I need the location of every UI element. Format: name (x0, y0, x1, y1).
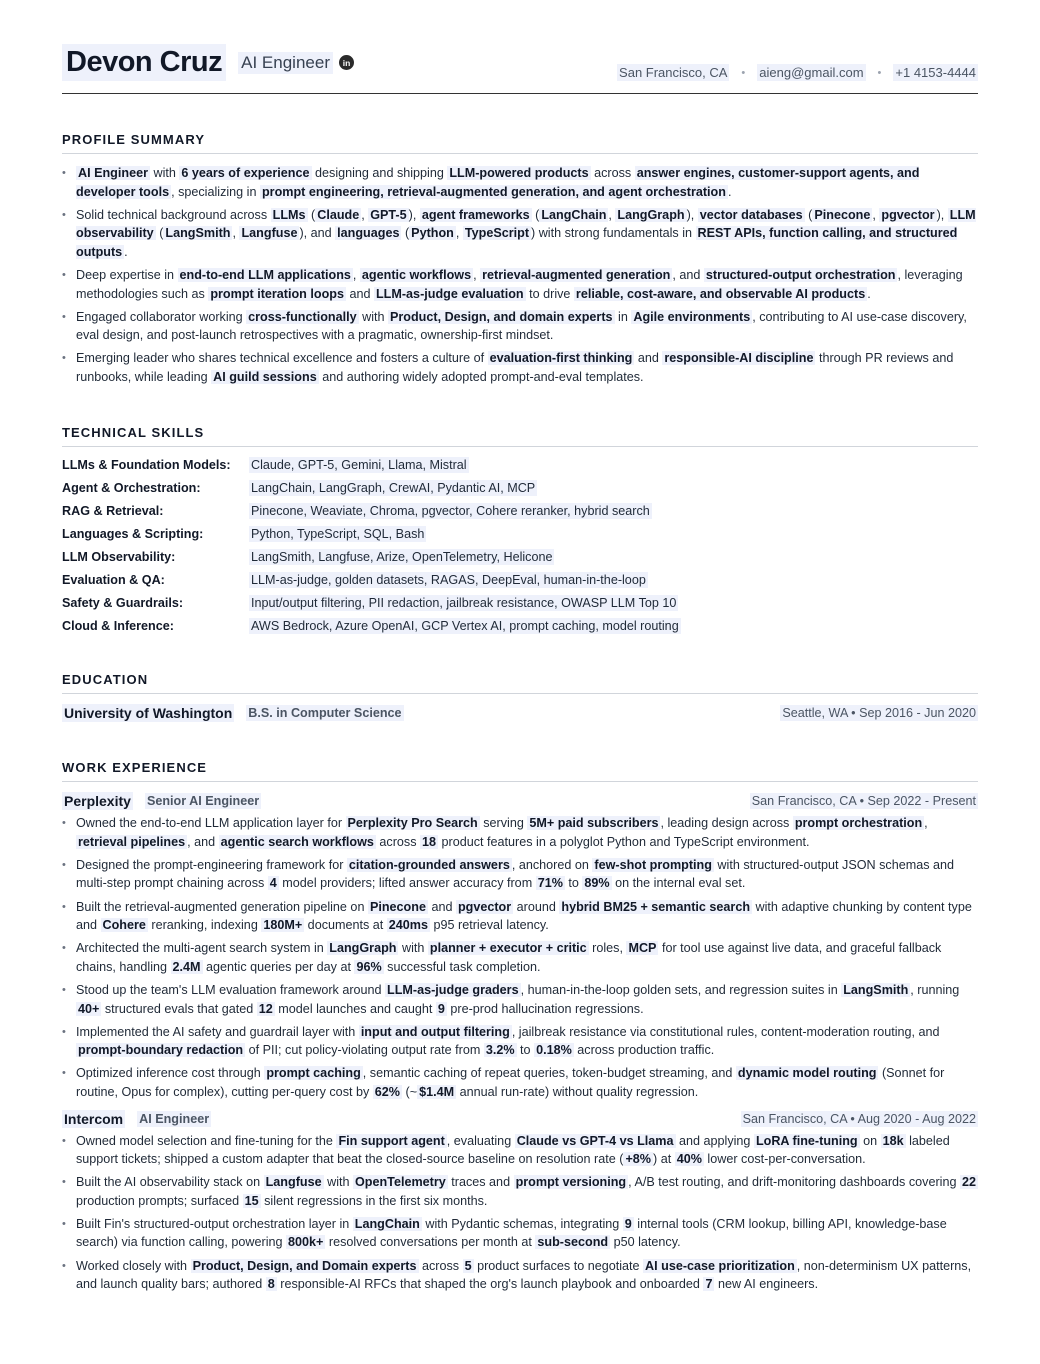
bullet-text: Deep expertise in (76, 267, 178, 282)
degree: B.S. in Computer Science (248, 706, 402, 721)
contact-separator: • (741, 66, 746, 79)
bullet-text: annual run-rate) without quality regression. (456, 1084, 699, 1099)
bullet-text: with Pydantic schemas, integrating (421, 1216, 623, 1231)
highlight-text: LangChain (354, 1216, 420, 1231)
bullet-text: , (872, 207, 880, 222)
bullet-item (62, 814, 978, 851)
bullet-text: across (418, 1258, 463, 1273)
highlight-text: Perplexity Pro Search (347, 816, 478, 831)
bullet-item (62, 1064, 978, 1101)
highlight-text: MCP (628, 941, 657, 956)
jobs-list (62, 792, 978, 1294)
school-name: University of Washington (64, 705, 233, 722)
highlight-text: prompt caching (266, 1066, 361, 1081)
highlight-text: citation-grounded answers (348, 857, 510, 872)
highlight-text: Langfuse (241, 226, 298, 241)
bullet-text: with (398, 941, 428, 956)
bullet-text: ), and (299, 226, 336, 241)
bullet-text: , (455, 226, 463, 241)
education-entry (62, 704, 978, 722)
bullet-item (62, 1023, 978, 1060)
skill-label: RAG & Retrieval: (62, 503, 164, 518)
bullet-text: ) at (653, 1152, 675, 1167)
job-entry (62, 1110, 978, 1294)
highlight-text: $1.4M (419, 1084, 455, 1099)
bullet-text: . (727, 184, 732, 199)
role-wrap (238, 52, 354, 74)
bullet-text: ( (531, 207, 540, 222)
skill-label: LLM Observability: (62, 549, 176, 564)
highlight-text: prompt orchestration (794, 816, 923, 831)
bullet-text: , leading design across (660, 816, 793, 831)
bullet-text: product surfaces to negotiate (473, 1258, 644, 1273)
bullet-text: new AI engineers. (714, 1277, 819, 1292)
highlight-text: Pinecone (369, 899, 426, 914)
highlight-text: prompt versioning (515, 1175, 627, 1190)
bullet-text: Engaged collaborator working (76, 309, 247, 324)
skill-label: Agent & Orchestration: (62, 480, 201, 495)
candidate-role: AI Engineer (238, 52, 333, 74)
company-name: Intercom (64, 1110, 124, 1127)
bullet-item (62, 1173, 978, 1210)
highlight-text: planner + executor + critic (429, 941, 587, 956)
bullet-item (62, 1257, 978, 1294)
highlight-text: LLM-as-judge graders (387, 982, 519, 997)
highlight-text: end-to-end LLM applications (179, 267, 351, 282)
bullet-text: lower cost-per-conversation. (703, 1152, 866, 1167)
highlight-text: agent frameworks (421, 207, 530, 222)
highlight-text: Claude (317, 207, 360, 222)
highlight-text: LLM-as-judge evaluation (375, 286, 524, 301)
highlight-text: prompt engineering, retrieval-augmented generation, and agent orchestration (261, 184, 726, 199)
highlight-text: +8% (625, 1152, 652, 1167)
skill-value: AWS Bedrock, Azure OpenAI, GCP Vertex AI, prompt caching, model routing (251, 619, 679, 634)
bullet-item (62, 898, 978, 935)
highlight-text: AI guild sessions (213, 369, 317, 384)
bullet-text: and (634, 351, 663, 366)
section-title: EDUCATION (62, 672, 978, 694)
job-header (62, 1110, 978, 1128)
bullet-text: production prompts; surfaced (76, 1193, 243, 1208)
highlight-text: 62% (374, 1084, 401, 1099)
highlight-text: 5 (464, 1258, 472, 1273)
highlight-text: answer engines, customer-support agents, and developer tools (76, 166, 920, 199)
highlight-text: vector databases (699, 207, 803, 222)
bullet-text: , contributing to AI use-case discovery, eval design, and post-launch retrospectives with a pragmatic, ownership-first mindset. (76, 309, 967, 343)
skill-value: LLM-as-judge, golden datasets, RAGAS, DeepEval, human-in-the-loop (251, 573, 646, 587)
bullet-text: for tool use against live data, and graceful fallback chains, handling (76, 941, 942, 974)
bullet-text: , specializing in (171, 184, 260, 199)
job-title: AI Engineer (139, 1111, 210, 1126)
education-section (62, 672, 978, 722)
skill-label: Safety & Guardrails: (62, 596, 184, 611)
highlight-text: OpenTelemetry (355, 1175, 446, 1190)
contact-location: San Francisco, CA (619, 65, 728, 80)
bullet-item (62, 266, 978, 303)
highlight-text: 18 (422, 834, 437, 849)
highlight-text: LLM-powered products (449, 166, 589, 180)
bullet-text: Emerging leader who shares technical excellence and fosters a culture of (76, 351, 488, 366)
work-experience-section (62, 760, 978, 1294)
bullet-text: to drive (525, 286, 574, 301)
skill-row (62, 572, 978, 588)
bullet-text: ), (936, 207, 948, 222)
bullet-text: ( (401, 226, 410, 241)
bullet-item (62, 206, 978, 262)
bullet-text: Optimized inference cost through (76, 1066, 265, 1081)
skill-value: Input/output filtering, PII redaction, jailbreak resistance, OWASP LLM Top 10 (251, 596, 677, 611)
highlight-text: LangSmith (165, 226, 231, 241)
highlight-text: 5M+ paid subscribers (529, 816, 659, 831)
highlight-text: Agile environments (633, 309, 751, 324)
bullet-text: , (352, 267, 360, 282)
bullet-text: , jailbreak resistance via constitutional rules, content-moderation routing, and (511, 1024, 940, 1039)
highlight-text: few-shot prompting (594, 857, 712, 872)
bullet-text: silent regressions in the first six months. (260, 1193, 488, 1208)
highlight-text: 180M+ (263, 918, 303, 933)
highlight-text: LangChain (541, 207, 607, 222)
contact-info (617, 64, 978, 81)
highlight-text: TypeScript (464, 226, 530, 241)
bullet-item (62, 308, 978, 345)
highlight-text: 15 (244, 1193, 259, 1208)
bullet-text: and (427, 899, 456, 914)
bullet-text: , (232, 226, 240, 241)
highlight-text: LangGraph (617, 207, 685, 222)
highlight-text: 9 (624, 1216, 632, 1231)
bullet-text: (Sonnet for routine, Opus for complex), cutting per-query cost by (76, 1066, 945, 1099)
skill-label: Languages & Scripting: (62, 526, 204, 541)
highlight-text: evaluation-first thinking (489, 351, 633, 366)
bullet-item (62, 856, 978, 893)
highlight-text: input and output filtering (360, 1024, 510, 1039)
highlight-text: Product, Design, and Domain experts (192, 1258, 417, 1273)
highlight-text: REST APIs, function calling, and structured outputs (76, 226, 958, 259)
bullet-text: across (590, 166, 635, 180)
education-meta: Seattle, WA • Sep 2016 - Jun 2020 (782, 706, 976, 721)
bullet-text: Worked closely with (76, 1258, 191, 1273)
highlight-text: LangGraph (329, 941, 397, 956)
bullet-text: around (513, 899, 560, 914)
bullet-text: p50 latency. (610, 1235, 681, 1250)
bullet-text: (~ (402, 1084, 418, 1099)
bullet-text: with (149, 166, 180, 180)
skill-row (62, 595, 978, 611)
highlight-text: hybrid BM25 + semantic search (561, 899, 751, 914)
skill-row (62, 503, 978, 519)
bullet-text: with (323, 1175, 353, 1190)
bullet-text: traces and (447, 1175, 514, 1190)
bullet-text: , human-in-the-loop golden sets, and regression suites in (520, 982, 842, 997)
highlight-text: 3.2% (485, 1043, 515, 1058)
header-identity (62, 44, 354, 81)
highlight-text: retrieval-augmented generation (482, 267, 671, 282)
highlight-text: Pinecone (814, 207, 871, 222)
bullet-text: Implemented the AI safety and guardrail layer with (76, 1024, 359, 1039)
profile-summary-section (62, 132, 978, 387)
bullet-text: to (564, 876, 583, 891)
highlight-text: 40% (676, 1152, 702, 1167)
highlight-text: 240ms (388, 918, 429, 933)
highlight-text: 7 (705, 1277, 713, 1292)
highlight-text: 96% (356, 959, 382, 974)
bullet-text: with adaptive chunking by content type and (76, 899, 972, 933)
job-meta: San Francisco, CA • Sep 2022 - Present (751, 794, 976, 809)
job-header (62, 792, 978, 810)
job-bullets (62, 1132, 978, 1294)
bullet-text: designing and shipping (311, 166, 448, 180)
highlight-text: retrieval pipelines (78, 834, 186, 849)
bullet-text: , leveraging methodologies such as (76, 267, 963, 301)
highlight-text: Product, Design, and domain experts (390, 309, 613, 324)
highlight-text: Fin support agent (338, 1133, 445, 1148)
section-title: PROFILE SUMMARY (62, 132, 978, 154)
bullet-text: ( (307, 207, 316, 222)
bullet-text: product features in a polyglot Python and TypeScript environment. (438, 834, 810, 849)
bullet-text: ) with strong fundamentals in (531, 226, 696, 241)
bullet-text: , (473, 267, 481, 282)
bullet-item (62, 1215, 978, 1252)
bullet-text: ), (408, 207, 420, 222)
bullet-text: reranking, indexing (147, 918, 262, 933)
bullet-text: , and (187, 834, 219, 849)
profile-bullets (62, 164, 978, 387)
skill-label: LLMs & Foundation Models: (62, 457, 231, 472)
highlight-text: 0.18% (536, 1043, 572, 1058)
bullet-text: ( (155, 226, 164, 241)
highlight-text: 22 (961, 1175, 976, 1190)
bullet-text: Owned model selection and fine-tuning for the (76, 1133, 337, 1148)
highlight-text: sub-second (537, 1235, 609, 1250)
bullet-item (62, 164, 978, 201)
section-title: WORK EXPERIENCE (62, 760, 978, 782)
highlight-text: AI use-case prioritization (645, 1258, 795, 1273)
highlight-text: agentic search workflows (220, 834, 374, 849)
bullet-text: Built Fin's structured-output orchestration layer in (76, 1216, 353, 1231)
resume-header (62, 44, 978, 94)
bullet-text: and applying (675, 1133, 754, 1148)
skill-row (62, 549, 978, 565)
highlight-text: languages (337, 226, 400, 241)
highlight-text: responsible-AI discipline (664, 351, 814, 366)
contact-email[interactable]: aieng@gmail.com (759, 65, 864, 80)
bullet-text: in (614, 309, 632, 324)
bullet-text: model launches and caught (274, 1001, 436, 1016)
bullet-text: , A/B test routing, and drift-monitoring dashboards covering (628, 1175, 960, 1190)
highlight-text: 800k+ (288, 1235, 324, 1250)
bullet-item (62, 349, 978, 386)
bullet-text: model providers; lifted answer accuracy from (278, 876, 536, 891)
highlight-text: AI Engineer (78, 166, 148, 180)
bullet-text: serving (479, 816, 528, 831)
bullet-text: and authoring widely adopted prompt-and-eval templates. (318, 369, 644, 384)
candidate-name: Devon Cruz (62, 44, 226, 81)
bullet-text: with (358, 309, 388, 324)
highlight-text: 71% (537, 876, 563, 891)
skill-value: Python, TypeScript, SQL, Bash (251, 526, 425, 541)
skill-label: Evaluation & QA: (62, 573, 165, 587)
bullet-text: Designed the prompt-engineering framework for (76, 857, 347, 872)
highlight-text: agentic workflows (361, 267, 472, 282)
resume-page (62, 44, 978, 1300)
bullet-item (62, 981, 978, 1018)
company-name: Perplexity (64, 793, 131, 810)
bullet-text: responsible-AI RFCs that shaped the org's launch playbook and onboarded (276, 1277, 704, 1292)
bullet-text: , (924, 816, 928, 831)
bullet-text: structured evals that gated (101, 1001, 257, 1016)
bullet-text: across production traffic. (573, 1043, 715, 1058)
highlight-text: 8 (267, 1277, 275, 1292)
bullet-text: through PR reviews and runbooks, while leading (76, 351, 954, 384)
highlight-text: pgvector (457, 899, 512, 914)
bullet-text: Built the retrieval-augmented generation pipeline on (76, 899, 368, 914)
bullet-text: agentic queries per day at (202, 959, 355, 974)
highlight-text: LLMs (272, 207, 306, 222)
bullet-text: documents at (304, 918, 387, 933)
highlight-text: 12 (258, 1001, 273, 1016)
section-title: TECHNICAL SKILLS (62, 425, 978, 447)
bullet-text: on (859, 1133, 881, 1148)
highlight-text: Cohere (102, 918, 146, 933)
bullet-text: of PII; cut policy-violating output rate from (245, 1043, 484, 1058)
job-title: Senior AI Engineer (146, 794, 260, 809)
bullet-text: labeled support tickets; shipped a custom adapter that beat the closed-source baseline on resolution rate ( (76, 1133, 950, 1167)
highlight-text: GPT-5 (370, 207, 407, 222)
job-entry (62, 792, 978, 1101)
bullet-text: , running (910, 982, 960, 997)
job-bullets (62, 814, 978, 1101)
bullet-text: , (361, 207, 369, 222)
bullet-text: internal tools (CRM lookup, billing API, knowledge-base search) via function calling, powering (76, 1216, 947, 1250)
bullet-text: ( (804, 207, 813, 222)
bullet-text: on the internal eval set. (611, 876, 746, 891)
bullet-text: , non-determinism UX patterns, and launch quality bars; authored (76, 1258, 972, 1292)
technical-skills-section (62, 425, 978, 635)
bullet-text: to (516, 1043, 535, 1058)
bullet-text: , (608, 207, 616, 222)
bullet-text: , semantic caching of repeat queries, token-budget streaming, and (362, 1066, 736, 1081)
bullet-text: Built the AI observability stack on (76, 1175, 264, 1190)
bullet-text: with structured-output JSON schemas and multi-step prompt chaining across (76, 857, 955, 891)
highlight-text: 4 (269, 876, 277, 891)
bullet-item (62, 1132, 978, 1169)
skill-row (62, 480, 978, 496)
contact-phone[interactable]: +1 4153-4444 (895, 65, 976, 80)
highlight-text: 2.4M (172, 959, 201, 974)
bullet-text: p95 retrieval latency. (430, 918, 549, 933)
skill-value: LangSmith, Langfuse, Arize, OpenTelemetry, Helicone (251, 549, 553, 564)
highlight-text: pgvector (881, 207, 935, 222)
highlight-text: LangSmith (843, 982, 909, 997)
highlight-text: LLM observability (76, 207, 976, 241)
linkedin-icon[interactable]: in (339, 55, 354, 70)
highlight-text: prompt iteration loops (210, 286, 344, 301)
bullet-text: Architected the multi-agent search system in (76, 941, 328, 956)
bullet-text: roles, (588, 941, 627, 956)
highlight-text: 9 (437, 1001, 445, 1016)
bullet-text: successful task completion. (383, 959, 541, 974)
bullet-text: resolved conversations per month at (325, 1235, 536, 1250)
job-meta: San Francisco, CA • Aug 2020 - Aug 2022 (742, 1111, 976, 1126)
skill-value: LangChain, LangGraph, CrewAI, Pydantic AI, MCP (251, 480, 536, 495)
bullet-text: Stood up the team's LLM evaluation framework around (76, 982, 386, 997)
bullet-text: , and (672, 267, 704, 282)
bullet-text: , evaluating (446, 1133, 515, 1148)
bullet-text: Solid technical background across (76, 207, 271, 222)
bullet-text: and (345, 286, 374, 301)
highlight-text: dynamic model routing (737, 1066, 877, 1081)
highlight-text: Claude vs GPT-4 vs Llama (516, 1133, 674, 1148)
skill-row (62, 618, 978, 634)
skill-label: Cloud & Inference: (62, 619, 174, 634)
highlight-text: 18k (882, 1133, 904, 1148)
bullet-item (62, 939, 978, 976)
skills-list (62, 457, 978, 635)
skill-value: Pinecone, Weaviate, Chroma, pgvector, Cohere reranker, hybrid search (251, 503, 650, 518)
bullet-text: Owned the end-to-end LLM application layer for (76, 816, 346, 831)
bullet-text: pre-prod hallucination regressions. (446, 1001, 644, 1016)
highlight-text: 40+ (78, 1001, 100, 1016)
highlight-text: prompt-boundary redaction (78, 1043, 244, 1058)
bullet-text: across (375, 834, 420, 849)
highlight-text: 89% (584, 876, 610, 891)
bullet-text: . (867, 286, 871, 301)
contact-separator: • (877, 66, 882, 79)
highlight-text: cross-functionally (248, 309, 357, 324)
highlight-text: Python (411, 226, 454, 241)
highlight-text: LoRA fine-tuning (755, 1133, 858, 1148)
skill-row (62, 457, 978, 473)
highlight-text: Langfuse (265, 1175, 322, 1190)
highlight-text: structured-output orchestration (705, 267, 896, 282)
skill-row (62, 526, 978, 542)
skill-value: Claude, GPT-5, Gemini, Llama, Mistral (251, 457, 467, 472)
highlight-text: reliable, cost-aware, and observable AI products (575, 286, 866, 301)
bullet-text: ), (686, 207, 698, 222)
bullet-text: . (124, 244, 128, 259)
highlight-text: 6 years of experience (181, 166, 310, 180)
bullet-text: , anchored on (511, 857, 593, 872)
